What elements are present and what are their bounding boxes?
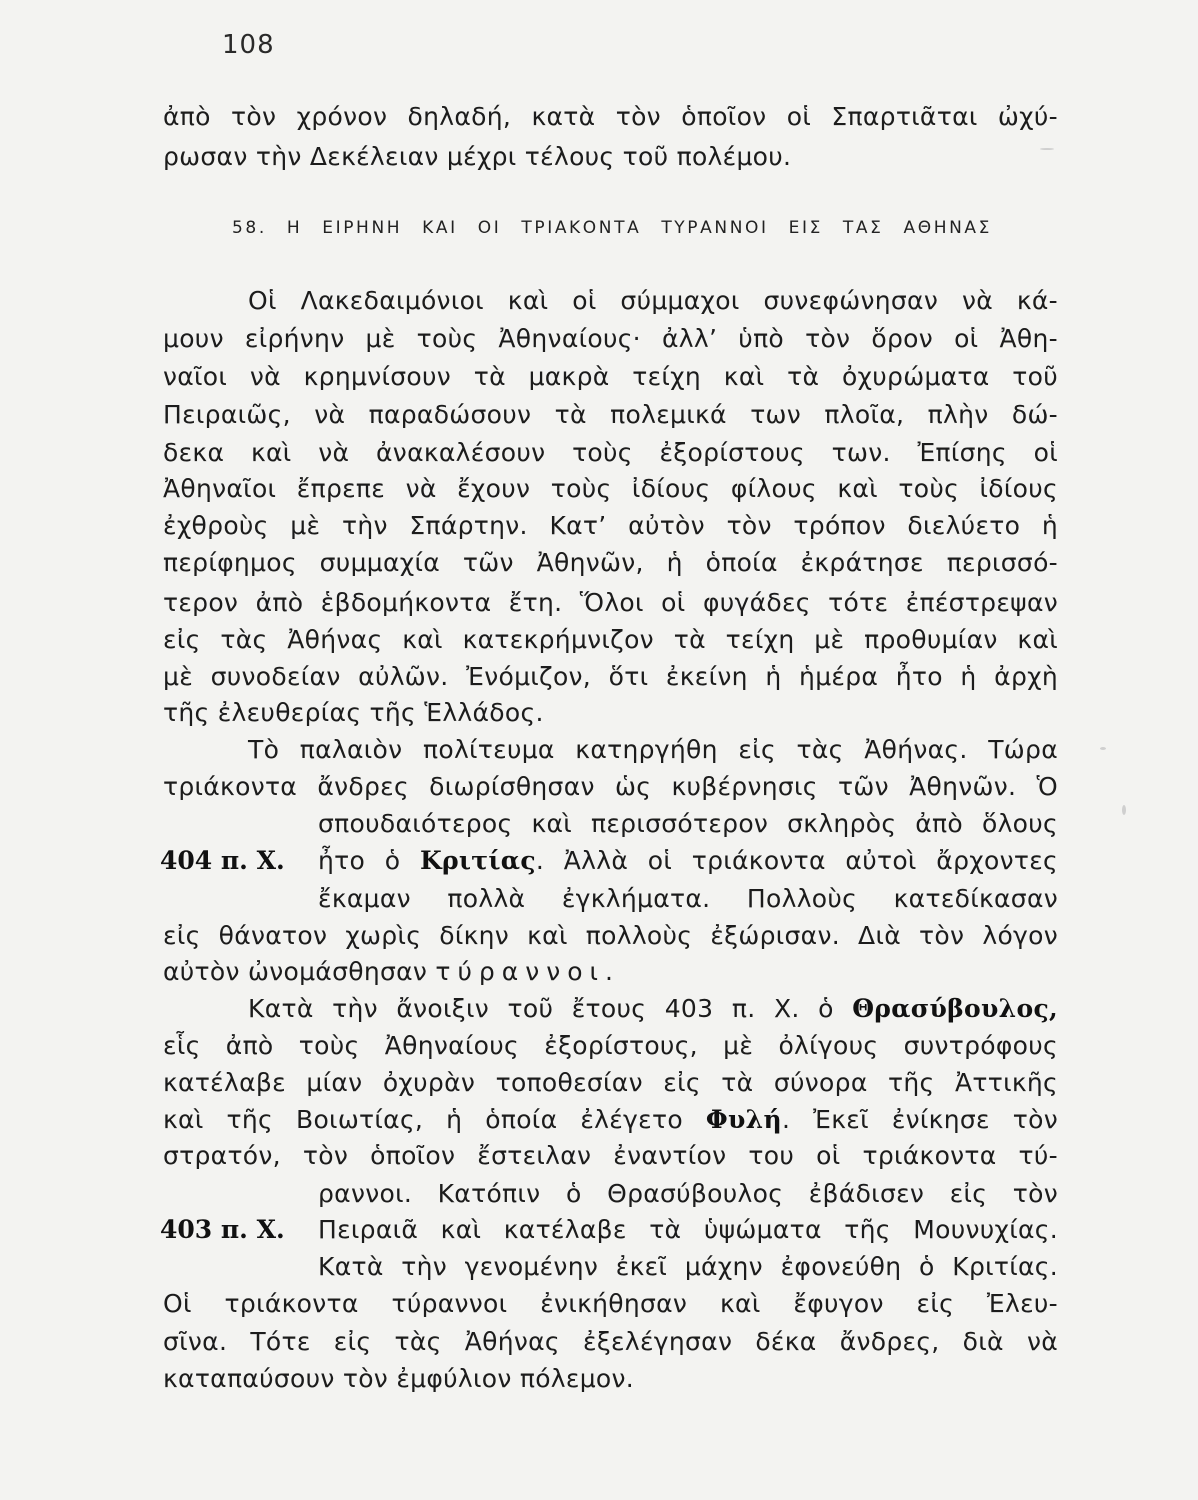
bold-name: Φυλή <box>705 1105 782 1134</box>
section-heading: 58. Η ΕΙΡΗΝΗ ΚΑΙ ΟΙ ΤΡΙΑΚΟΝΤΑ ΤΥΡΑΝΝΟΙ ΕΙΣ ΤΑΣ ΑΘΗΝΑΣ <box>232 218 992 238</box>
text-line: περίφημος συμμαχία τῶν Ἀθηνῶν, ἡ ὁποία ἐκράτησε περισσό- <box>163 548 1058 577</box>
text-line: Τὸ παλαιὸν πολίτευμα κατηργήθη εἰς τὰς Ἀθήνας. Τώρα <box>248 735 1058 764</box>
text-span: καὶ τῆς Βοιωτίας, ἡ ὁποία ἐλέγετο <box>163 1105 706 1134</box>
text-line: ἐχθροὺς μὲ τὴν Σπάρτην. Κατ’ αὐτὸν τὸν τρόπον διελύετο ἡ <box>163 511 1058 540</box>
text-line: ναῖοι νὰ κρημνίσουν τὰ μακρὰ τείχη καὶ τὰ ὀχυρώματα τοῦ <box>163 362 1058 391</box>
text-line <box>248 993 1058 1027</box>
text-line: ραννοι. Κατόπιν ὁ Θρασύβουλος ἐβάδισεν εἰς τὸν <box>318 1179 1058 1208</box>
text-line: τῆς ἐλευθερίας τῆς Ἑλλάδος. <box>163 698 544 727</box>
text-line: εἰς θάνατον χωρὶς δίκην καὶ πολλοὺς ἐξώρισαν. Διὰ τὸν λόγον <box>163 921 1058 950</box>
text-line: Οἱ τριάκοντα τύραννοι ἐνικήθησαν καὶ ἔφυγον εἰς Ἐλευ- <box>163 1289 1058 1318</box>
text-line: ρωσαν τὴν Δεκέλειαν μέχρι τέλους τοῦ πολέμου. <box>163 142 792 171</box>
margin-date: 403 π. Χ. <box>160 1215 285 1244</box>
spaced-word: τύραννοι. <box>435 957 620 986</box>
bold-name: Θρασύβουλος, <box>852 994 1058 1023</box>
text-line: εἰς τὰς Ἀθήνας καὶ κατεκρήμνιζον τὰ τείχη μὲ προθυμίαν καὶ <box>163 625 1058 654</box>
text-span: . Ἀλλὰ οἱ τριάκοντα αὐτοὶ ἄρχοντες <box>535 846 1058 875</box>
text-span: . Ἐκεῖ ἐνίκησε τὸν <box>781 1105 1058 1134</box>
text-line <box>318 845 1058 879</box>
text-line: εἷς ἀπὸ τοὺς Ἀθηναίους ἐξορίστους, μὲ ὀλίγους συντρόφους <box>163 1031 1058 1060</box>
text-line: κατέλαβε μίαν ὀχυρὰν τοποθεσίαν εἰς τὰ σύνορα τῆς Ἀττικῆς <box>163 1068 1058 1097</box>
text-line: μουν εἰρήνην μὲ τοὺς Ἀθηναίους· ἀλλ’ ὑπὸ τὸν ὅρον οἱ Ἀθη- <box>163 324 1058 353</box>
text-line: Κατὰ τὴν γενομένην ἐκεῖ μάχην ἐφονεύθη ὁ Κριτίας. <box>318 1252 1058 1281</box>
paper-speck <box>1100 747 1106 750</box>
text-line: Πειραιῶς, νὰ παραδώσουν τὰ πολεμικά των πλοῖα, πλὴν δώ- <box>163 400 1058 429</box>
text-span: ἦτο ὁ <box>318 846 420 875</box>
text-line: στρατόν, τὸν ὁποῖον ἔστειλαν ἐναντίον του οἱ τριάκοντα τύ- <box>163 1141 1058 1170</box>
text-line: Ἀθηναῖοι ἔπρεπε νὰ ἔχουν τοὺς ἰδίους φίλους καὶ τοὺς ἰδίους <box>163 474 1058 503</box>
margin-date: 404 π. Χ. <box>160 846 285 875</box>
text-line: ἔκαμαν πολλὰ ἐγκλήματα. Πολλοὺς κατεδίκασαν <box>318 884 1058 913</box>
text-line: Οἱ Λακεδαιμόνιοι καὶ οἱ σύμμαχοι συνεφώνησαν νὰ κά- <box>248 286 1058 315</box>
text-line: σπουδαιότερος καὶ περισσότερον σκληρὸς ἀπὸ ὅλους <box>318 809 1058 838</box>
page-number: 108 <box>222 30 275 60</box>
text-line <box>163 956 1058 990</box>
text-line: ἀπὸ τὸν χρόνον δηλαδή, κατὰ τὸν ὁποῖον οἱ Σπαρτιᾶται ὠχύ- <box>163 102 1058 131</box>
text-line: τριάκοντα ἄνδρες διωρίσθησαν ὡς κυβέρνησις τῶν Ἀθηνῶν. Ὁ <box>163 772 1058 801</box>
text-line: δεκα καὶ νὰ ἀνακαλέσουν τοὺς ἐξορίστους των. Ἐπίσης οἱ <box>163 438 1058 467</box>
text-span: Κατὰ τὴν ἄνοιξιν τοῦ ἔτους 403 π. Χ. ὁ <box>248 994 853 1023</box>
text-line <box>163 1104 1058 1138</box>
text-line: τερον ἀπὸ ἑβδομήκοντα ἔτη. Ὅλοι οἱ φυγάδες τότε ἐπέστρεψαν <box>163 588 1058 617</box>
paper-speck <box>1122 805 1126 815</box>
text-span: αὐτὸν ὠνομάσθησαν <box>163 957 436 986</box>
text-line: καταπαύσουν τὸν ἐμφύλιον πόλεμον. <box>163 1364 635 1393</box>
text-line: Πειραιᾶ καὶ κατέλαβε τὰ ὑψώματα τῆς Μουνυχίας. <box>318 1215 1058 1244</box>
paper-speck <box>1040 148 1054 150</box>
text-line: σῖνα. Τότε εἰς τὰς Ἀθήνας ἐξελέγησαν δέκα ἄνδρες, διὰ νὰ <box>163 1327 1058 1356</box>
text-line: μὲ συνοδείαν αὐλῶν. Ἐνόμιζον, ὅτι ἐκείνη ἡ ἡμέρα ἦτο ἡ ἀρχὴ <box>163 662 1058 691</box>
bold-name: Κριτίας <box>419 846 536 875</box>
